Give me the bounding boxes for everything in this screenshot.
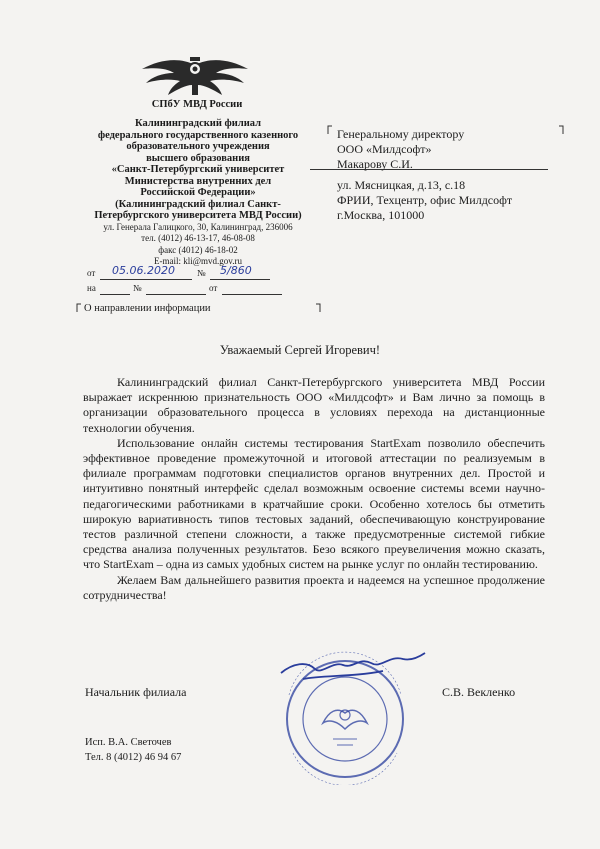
org-line: «Санкт-Петербургский университет: [111, 164, 285, 175]
reg-ot-label: от: [87, 268, 96, 278]
contact-line: E-mail: kli@mvd.gov.ru: [154, 256, 242, 266]
corner-bracket-left: [327, 125, 333, 135]
org-line: высшего образования: [146, 152, 250, 164]
recipient-line: ул. Мясницкая, д.13, с.18: [337, 178, 466, 192]
handwritten-signature-mark: [281, 653, 425, 679]
signer-position: Начальник филиала: [85, 685, 187, 699]
body-paragraph: Калининградский филиал Санкт-Петербургского университета МВД России выражает искреннюю признательность ООО «Милдсофт» и Вам лично за помощь в организации образовательного процесса в условиях перехода на дистанционные технологии обучения.: [83, 375, 545, 435]
recipient-line: Генеральному директору: [337, 127, 465, 141]
body-paragraph: Желаем Вам дальнейшего развития проекта и надеемся на успешное продолжение сотрудничества!: [83, 572, 545, 602]
contact-line: факс (4012) 46-18-02: [158, 244, 238, 255]
executor-name: Исп. В.А. Светочев: [85, 737, 172, 748]
letter-body: [83, 375, 545, 603]
contact-line: тел. (4012) 46-13-17, 46-08-08: [141, 233, 255, 243]
reg-date-handwritten: 05.06.2020: [112, 264, 175, 277]
reg-number-line: [210, 279, 270, 280]
subject-bracket-right: [315, 303, 321, 313]
eagle-emblem-icon: [140, 55, 250, 99]
official-seal-stamp: [263, 635, 428, 785]
corner-bracket-right: [558, 125, 564, 135]
org-line: (Калининградский филиал Санкт-: [115, 198, 281, 210]
org-line: федерального государственного казенного: [97, 129, 299, 141]
reg-no-label: №: [197, 268, 206, 278]
org-details: [78, 118, 318, 268]
executor-info: [85, 735, 181, 765]
reg-na-no-label: №: [133, 283, 142, 293]
reg-na-label: на: [87, 283, 96, 293]
org-short-name: СПбУ МВД России: [151, 99, 243, 110]
org-line: Петербургского университета МВД России): [94, 210, 302, 221]
recipient-line: ООО «Милдсофт»: [337, 142, 432, 156]
body-paragraph: Использование онлайн системы тестирования StartExam позволило обеспечить эффективное проведение промежуточной и итоговой аттестации по реализуемым в филиале программам подготовки специалистов органов внутренних дел. Простой и интуитивно понятный интерфейс сделал возможным освоение системы всеми научно-педагогическими работниками в кратчайшие сроки. Особенно хотелось бы отметить широкую вариативность типов тестовых заданий, обеспечивающую конструирование тестов различной степени сложности, а также предусмотренные системой гибкие средства анализа полученных результатов. Безо всякого преувеличения можно сказать, что StartExam – одна из самых удобных систем на рынке услуг по онлайн тестированию.: [83, 435, 545, 572]
recipient-line: г.Москва, 101000: [337, 208, 425, 222]
contact-line: ул. Генерала Галицкого, 30, Калининград, 236006: [103, 221, 293, 232]
recipient-line: Макарову С.И.: [337, 157, 413, 171]
reg-number-handwritten: 5/860: [220, 264, 252, 277]
signer-name: С.В. Векленко: [442, 685, 516, 699]
recipient-line: ФРИИ, Техцентр, офис Милдсофт: [337, 193, 513, 207]
reg-na-line: [100, 294, 130, 295]
org-line: Калининградский филиал: [135, 118, 261, 129]
reg-na-number-line: [146, 294, 206, 295]
org-line: образовательного учреждения: [126, 141, 270, 152]
reg-na-date-line: [222, 294, 282, 295]
reg-date-line: [100, 279, 192, 280]
letter-subject: О направлении информации: [84, 303, 211, 314]
executor-phone: Тел. 8 (4012) 46 94 67: [85, 752, 182, 763]
reg-na-ot-label: от: [209, 283, 218, 293]
salutation: Уважаемый Сергей Игоревич!: [219, 343, 381, 357]
org-line: Министерства внутренних дел: [124, 175, 272, 187]
recipient-address: [337, 127, 557, 223]
org-line: Российской Федерации»: [140, 187, 256, 198]
subject-bracket-left: [76, 303, 82, 313]
recipient-divider: [310, 169, 548, 170]
